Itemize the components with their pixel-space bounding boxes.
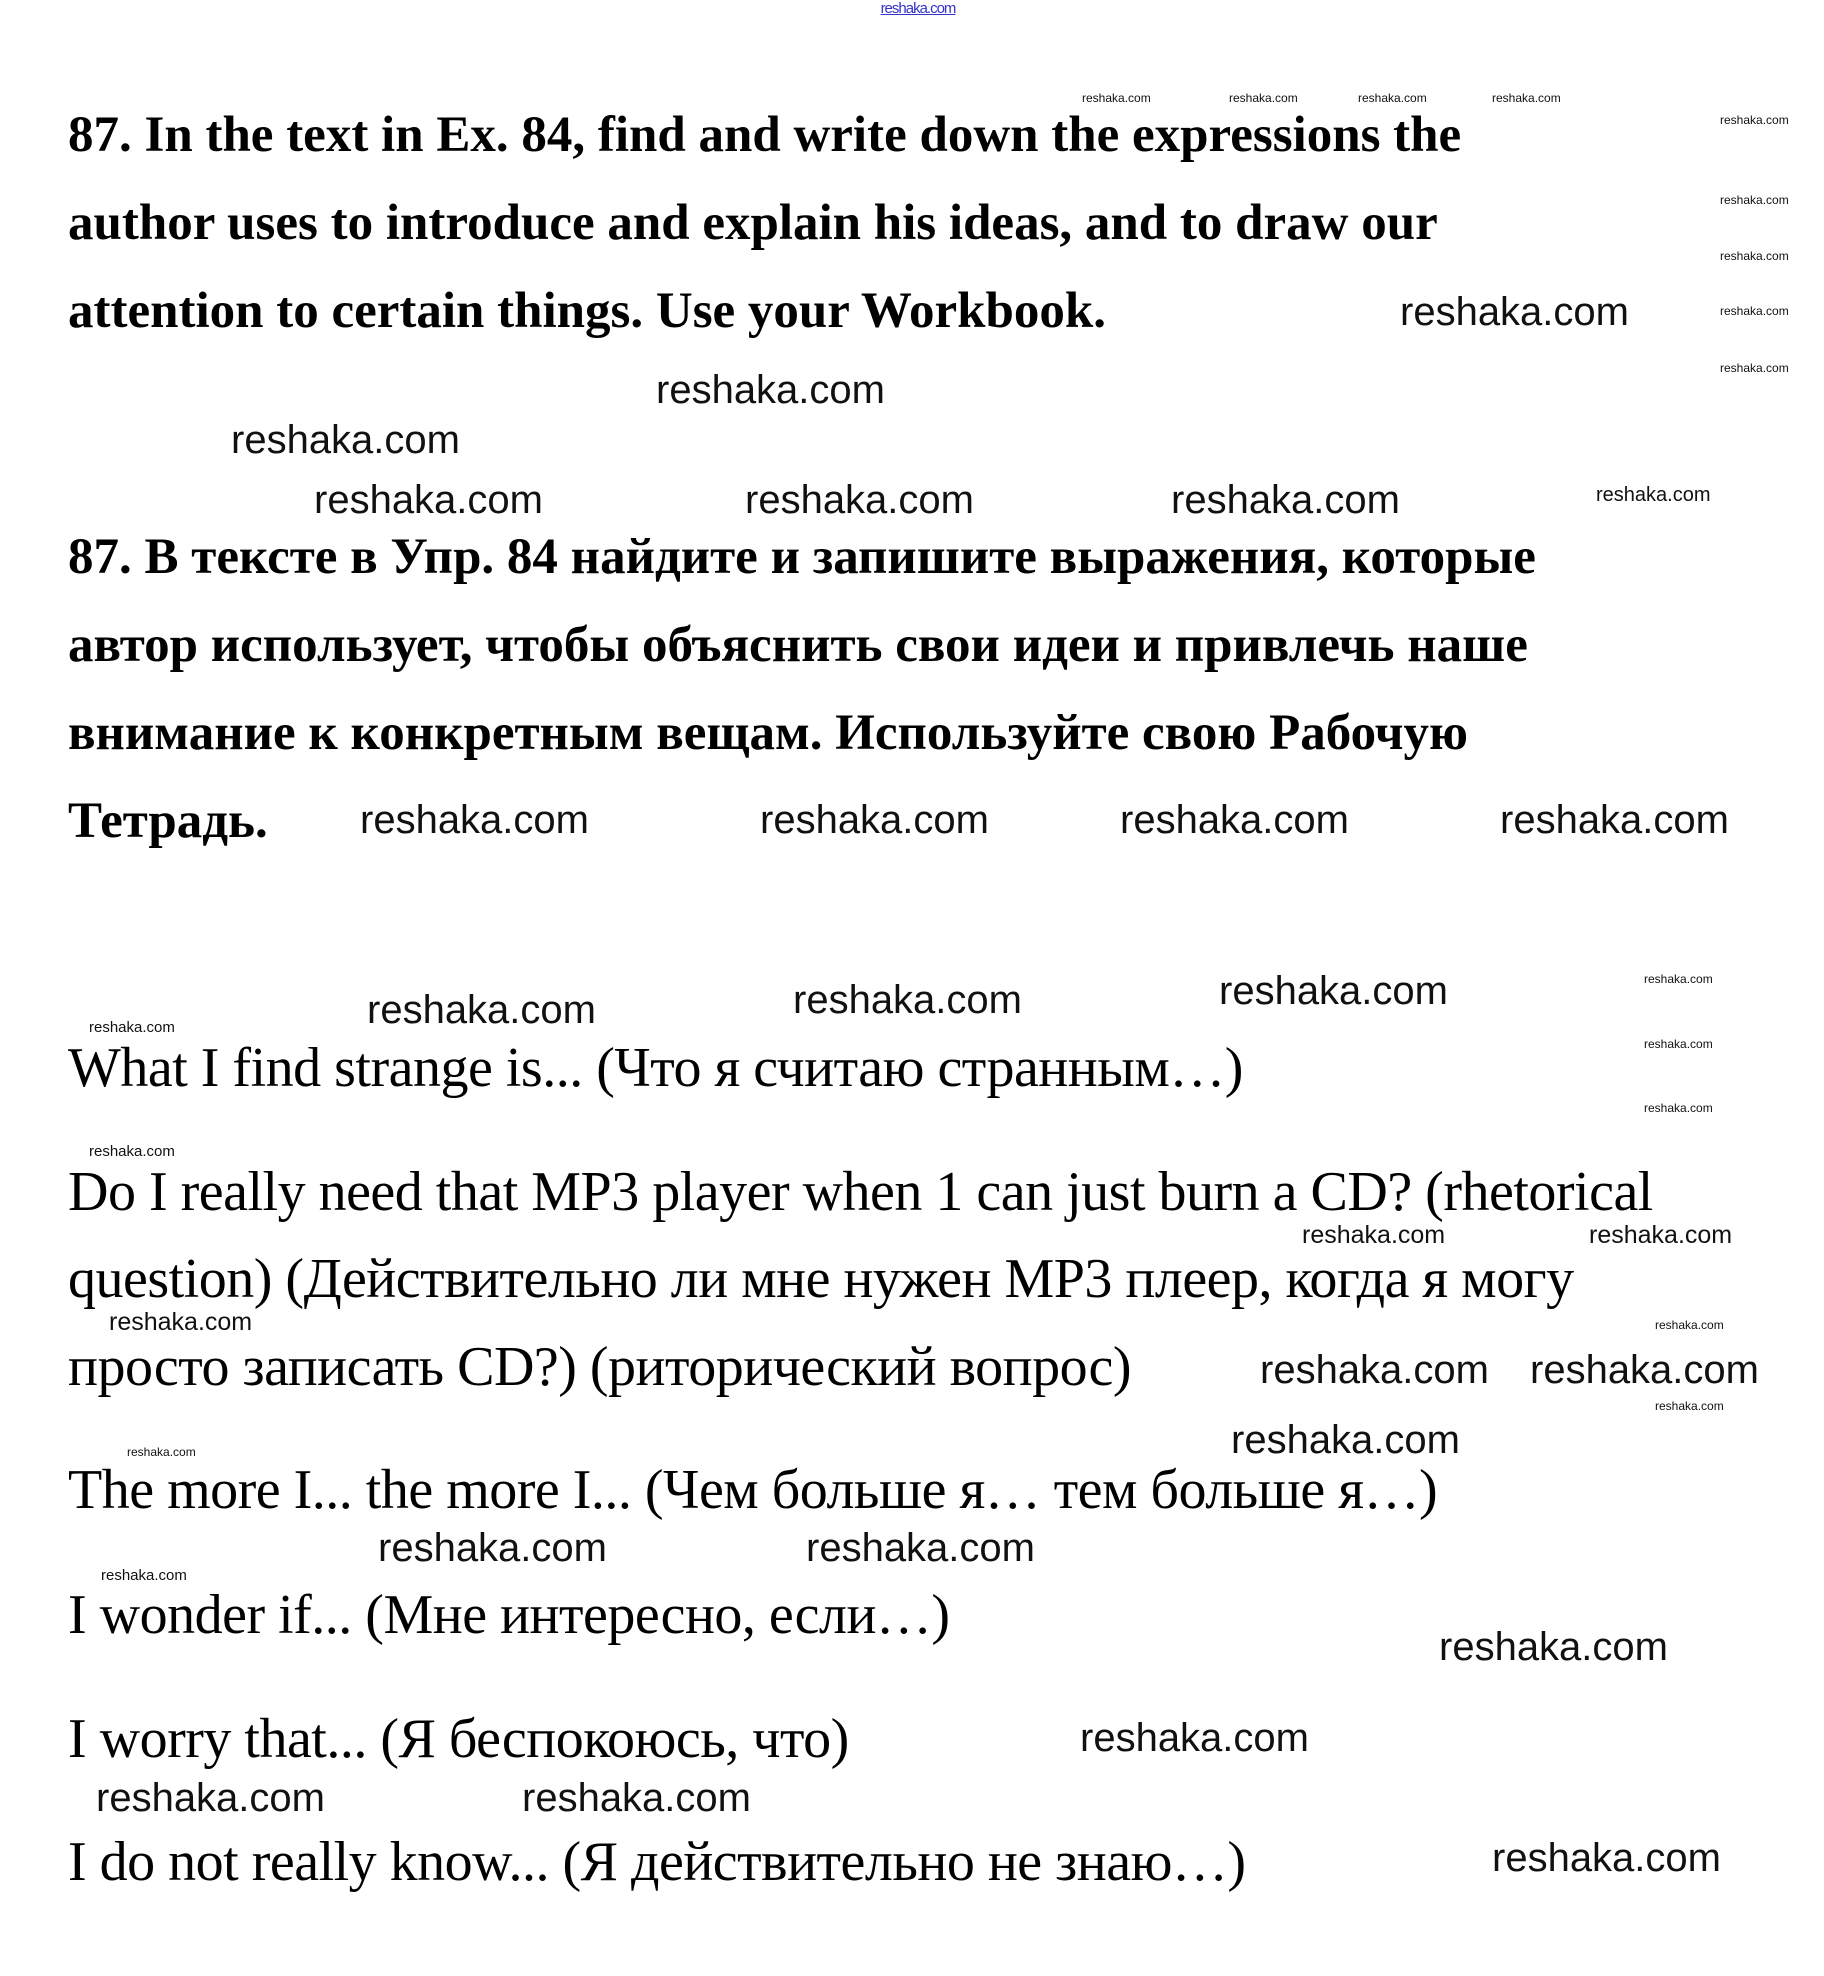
answer-line: Do I really need that MP3 player when 1 can just burn a CD? (rhetorical (68, 1161, 1653, 1223)
watermark: reshaka.com (360, 798, 589, 842)
watermark: reshaka.com (96, 1776, 325, 1820)
watermark: reshaka.com (1655, 1399, 1724, 1413)
task-en-line: attention to certain things. Use your Workbook. (68, 283, 1107, 339)
watermark: reshaka.com (806, 1526, 1035, 1570)
answer-line: I worry that... (Я беспокоюсь, что) (68, 1708, 849, 1770)
watermark: reshaka.com (89, 1143, 175, 1160)
watermark: reshaka.com (1231, 1418, 1460, 1462)
site-link[interactable]: reshaka.com (880, 0, 956, 17)
answer-line: What I find strange is... (Что я считаю странным…) (68, 1037, 1243, 1099)
watermark: reshaka.com (1260, 1348, 1489, 1392)
watermark: reshaka.com (760, 798, 989, 842)
watermark: reshaka.com (378, 1526, 607, 1570)
answer-line: question) (Действительно ли мне нужен MP3 плеер, когда я могу (68, 1248, 1574, 1310)
watermark: reshaka.com (1500, 798, 1729, 842)
watermark: reshaka.com (1439, 1625, 1668, 1669)
watermark: reshaka.com (1720, 361, 1789, 375)
watermark: reshaka.com (89, 1019, 175, 1036)
watermark: reshaka.com (1644, 1101, 1713, 1115)
watermark: reshaka.com (1171, 478, 1400, 522)
watermark: reshaka.com (1596, 484, 1711, 506)
watermark: reshaka.com (1302, 1221, 1446, 1249)
watermark: reshaka.com (1720, 304, 1789, 318)
watermark: reshaka.com (745, 478, 974, 522)
watermark: reshaka.com (1120, 798, 1349, 842)
watermark: reshaka.com (1358, 91, 1427, 105)
watermark: reshaka.com (1530, 1348, 1759, 1392)
watermark: reshaka.com (1644, 972, 1713, 986)
watermark: reshaka.com (1492, 1836, 1721, 1880)
watermark: reshaka.com (231, 418, 460, 462)
watermark: reshaka.com (1589, 1221, 1733, 1249)
task-ru-line: Тетрадь. (68, 793, 268, 849)
watermark: reshaka.com (1492, 91, 1561, 105)
watermark: reshaka.com (793, 978, 1022, 1022)
watermark: reshaka.com (1644, 1037, 1713, 1051)
watermark: reshaka.com (1400, 290, 1629, 334)
answer-line: I do not really know... (Я действительно не знаю…) (68, 1831, 1246, 1893)
task-en-line: 87. In the text in Ex. 84, find and write down the expressions the (68, 107, 1462, 163)
watermark: reshaka.com (1080, 1716, 1309, 1760)
task-en-line: author uses to introduce and explain his ideas, and to draw our (68, 195, 1438, 251)
watermark: reshaka.com (1720, 193, 1789, 207)
watermark: reshaka.com (109, 1308, 253, 1336)
watermark: reshaka.com (522, 1776, 751, 1820)
watermark: reshaka.com (314, 478, 543, 522)
task-ru-line: автор использует, чтобы объяснить свои идеи и привлечь наше (68, 617, 1528, 673)
watermark: reshaka.com (1720, 113, 1789, 127)
task-ru-line: внимание к конкретным вещам. Используйте свою Рабочую (68, 705, 1468, 761)
watermark: reshaka.com (101, 1567, 187, 1584)
watermark: reshaka.com (656, 368, 885, 412)
watermark: reshaka.com (1720, 249, 1789, 263)
watermark: reshaka.com (367, 988, 596, 1032)
answer-line: The more I... the more I... (Чем больше я… тем больше я…) (68, 1459, 1438, 1521)
task-ru-line: 87. В тексте в Упр. 84 найдите и запишите выражения, которые (68, 529, 1536, 585)
watermark: reshaka.com (1655, 1318, 1724, 1332)
watermark: reshaka.com (127, 1445, 196, 1459)
watermark: reshaka.com (1219, 969, 1448, 1013)
watermark: reshaka.com (1229, 91, 1298, 105)
watermark: reshaka.com (1082, 91, 1151, 105)
answer-line: просто записать CD?) (риторический вопрос) (68, 1336, 1132, 1398)
answer-line: I wonder if... (Мне интересно, если…) (68, 1584, 950, 1646)
